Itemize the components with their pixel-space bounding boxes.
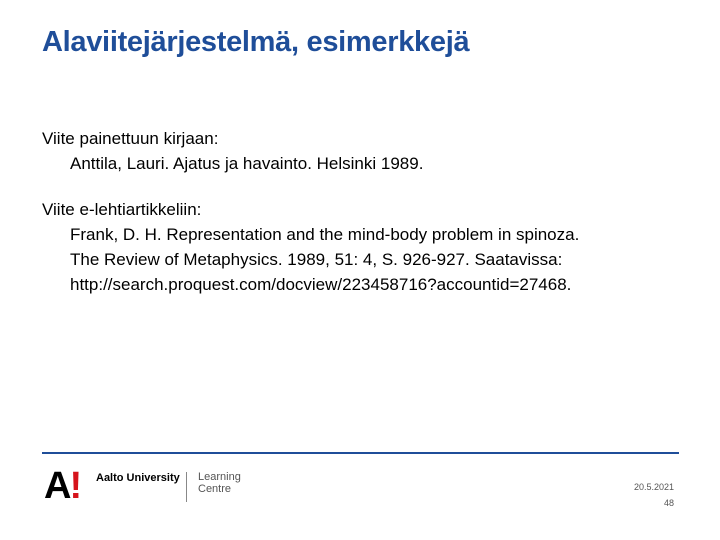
university-name: Aalto University <box>96 472 180 484</box>
page-number: 48 <box>663 498 674 508</box>
section-heading: Viite painettuun kirjaan: <box>42 129 219 148</box>
slide-body <box>42 126 702 318</box>
section-heading: Viite e-lehtiartikkeliin: <box>42 200 202 219</box>
unit-name <box>198 471 241 495</box>
reference-section-book <box>42 126 702 176</box>
aalto-logo-mark <box>44 466 80 506</box>
footer-divider <box>42 452 679 454</box>
reference-line: Anttila, Lauri. Ajatus ja havainto. Helsinki 1989. <box>70 154 424 173</box>
footer-date: 20.5.2021 <box>633 482 674 492</box>
logo-divider <box>186 472 187 502</box>
slide-title: Alaviitejärjestelmä, esimerkkejä <box>42 26 470 58</box>
unit-name-line2: Centre <box>198 483 232 495</box>
reference-line: Frank, D. H. Representation and the mind-body problem in spinoza. <box>70 225 580 244</box>
logo-letter: A <box>44 465 70 507</box>
reference-url: http://search.proquest.com/docview/223458716?accountid=27468. <box>70 275 572 294</box>
logo-exclamation: ! <box>69 465 81 507</box>
unit-name-line1: Learning <box>198 471 241 483</box>
reference-line: The Review of Metaphysics. 1989, 51: 4, S. 926-927. Saatavissa: <box>70 250 563 269</box>
reference-section-article <box>42 197 702 297</box>
